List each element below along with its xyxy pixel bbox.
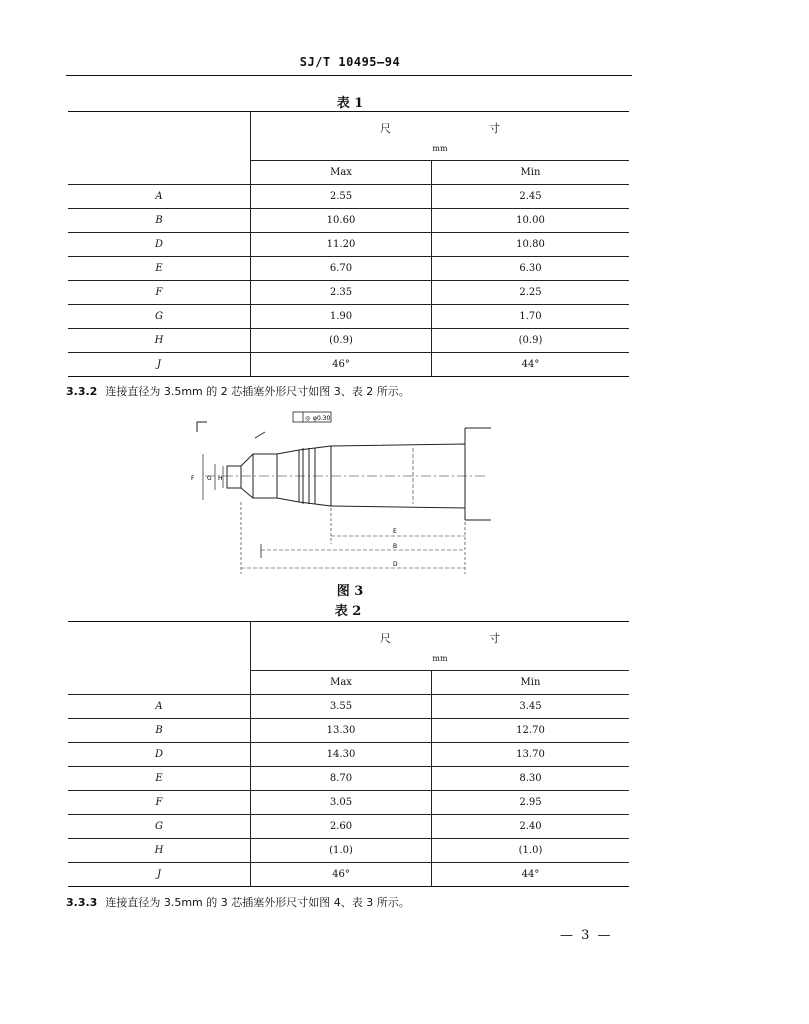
table-row [68,281,629,305]
row-label: F [68,281,251,305]
table-row [68,719,629,743]
max-value: 46° [251,353,432,377]
min-value: 8.30 [432,767,630,791]
min-value: 1.70 [432,305,630,329]
table2-col-max: Max [251,671,432,695]
table-row [68,815,629,839]
min-value: (0.9) [432,329,630,353]
min-value: 10.80 [432,233,630,257]
row-label: D [68,233,251,257]
row-label: D [68,743,251,767]
min-value: 44° [432,863,630,887]
dim-char-2: 寸 [489,122,500,135]
min-value: 44° [432,353,630,377]
table-row [68,695,629,719]
min-value: 12.70 [432,719,630,743]
row-label: J [68,863,251,887]
document-header: SJ/T 10495—94 [299,55,401,69]
row-label: G [68,305,251,329]
section-number: 3.3.3 [66,896,98,909]
table2-caption: 表 2 [334,604,362,619]
min-value: 3.45 [432,695,630,719]
table-row [68,791,629,815]
min-value: 13.70 [432,743,630,767]
row-label: B [68,209,251,233]
section-number: 3.3.2 [66,385,98,398]
row-label: A [68,695,251,719]
max-value: 3.55 [251,695,432,719]
min-value: 2.25 [432,281,630,305]
row-label: F [68,791,251,815]
dim-char-1: 尺 [380,632,391,645]
table1-corner-cell [68,112,251,185]
max-value: 3.05 [251,791,432,815]
table-row [68,329,629,353]
dim-label-g: G [207,475,212,482]
header-rule [66,75,632,76]
min-value: 6.30 [432,257,630,281]
row-label: H [68,329,251,353]
table2 [68,621,629,887]
dim-label-b: B [393,543,398,550]
table1-dimension-header [251,112,630,161]
row-label: E [68,257,251,281]
max-value: 46° [251,863,432,887]
max-value: 11.20 [251,233,432,257]
min-value: 2.45 [432,185,630,209]
table1-col-min: Min [432,161,630,185]
row-label: G [68,815,251,839]
row-label: B [68,719,251,743]
tolerance-value: φ0.30 [313,415,331,422]
max-value: 2.60 [251,815,432,839]
row-label: H [68,839,251,863]
min-value: 2.40 [432,815,630,839]
dim-label-f: F [191,475,195,482]
section-text: 连接直径为 3.5mm 的 2 芯插塞外形尺寸如图 3、表 2 所示。 [105,385,410,398]
table-row [68,305,629,329]
table-row [68,233,629,257]
max-value: 6.70 [251,257,432,281]
table2-corner-cell [68,622,251,695]
max-value: 2.35 [251,281,432,305]
table2-dimension-header [251,622,630,671]
dim-label-d: D [393,561,398,568]
table-row [68,185,629,209]
max-value: 1.90 [251,305,432,329]
max-value: 8.70 [251,767,432,791]
table-row [68,767,629,791]
section-text: 连接直径为 3.5mm 的 3 芯插塞外形尺寸如图 4、表 3 所示。 [105,896,410,909]
row-label: J [68,353,251,377]
figure3-drawing [185,408,505,580]
max-value: 10.60 [251,209,432,233]
dim-char-2: 寸 [489,632,500,645]
figure3-caption: 图 3 [336,584,364,599]
table1 [68,111,629,377]
min-value: 2.95 [432,791,630,815]
paragraph-3-3-3 [66,894,410,910]
table-row [68,209,629,233]
table-row [68,257,629,281]
table-row [68,353,629,377]
table1-unit: mm [432,144,448,153]
table2-unit: mm [432,654,448,663]
dim-char-1: 尺 [380,122,391,135]
page-number: — 3 — [560,928,613,943]
dim-label-e: E [393,528,397,535]
paragraph-3-3-2 [66,383,410,399]
table1-caption: 表 1 [336,96,364,111]
table2-col-min: Min [432,671,630,695]
tolerance-symbol: ◎ [305,415,311,422]
max-value: (0.9) [251,329,432,353]
table-row [68,839,629,863]
min-value: (1.0) [432,839,630,863]
max-value: 2.55 [251,185,432,209]
min-value: 10.00 [432,209,630,233]
table1-col-max: Max [251,161,432,185]
table-row [68,863,629,887]
max-value: (1.0) [251,839,432,863]
dim-label-h: H [218,475,223,482]
max-value: 14.30 [251,743,432,767]
table-row [68,743,629,767]
row-label: A [68,185,251,209]
max-value: 13.30 [251,719,432,743]
row-label: E [68,767,251,791]
